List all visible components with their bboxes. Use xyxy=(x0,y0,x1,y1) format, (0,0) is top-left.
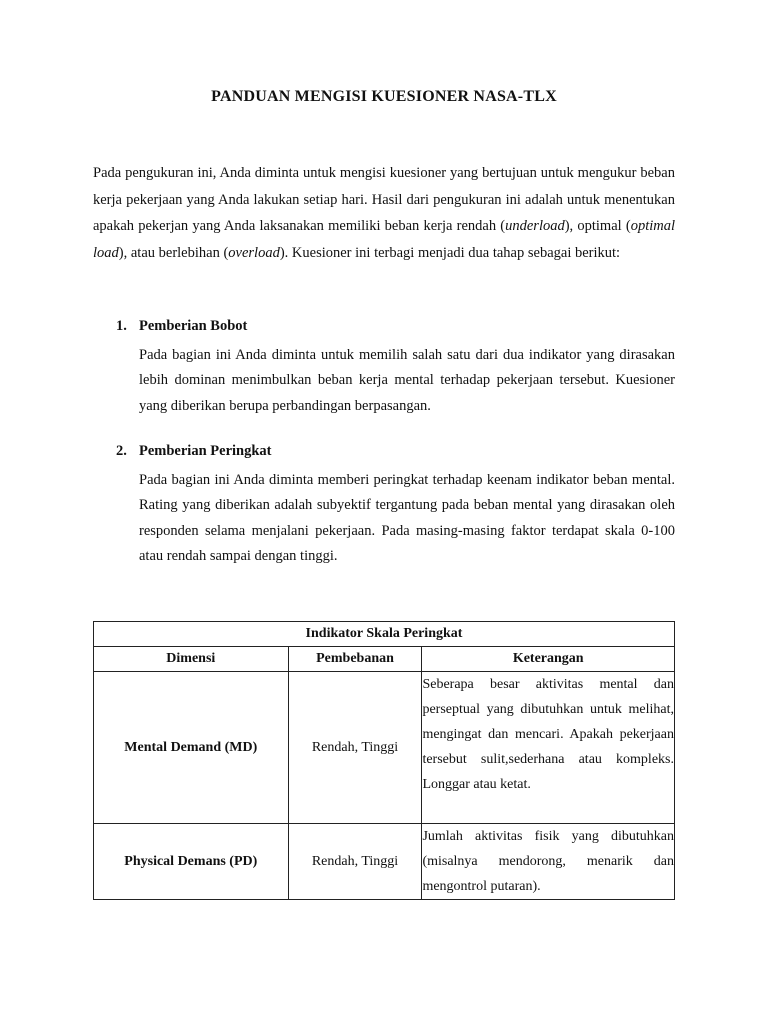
column-header-pembebanan: Pembebanan xyxy=(288,647,422,672)
dimension-cell: Mental Demand (MD) xyxy=(94,672,289,824)
section-heading: Pemberian Bobot xyxy=(139,318,248,334)
section-heading: Pemberian Peringkat xyxy=(139,443,272,459)
column-header-dimensi: Dimensi xyxy=(94,647,289,672)
intro-text-1: Pada pengukuran ini, Anda diminta untuk mengisi kuesioner yang bertujuan untuk mengukur beban kerja pekerjaan yang Anda lakukan setiap hari. Hasil dari pengukuran ini adalah untuk menentukan apakah pekerjan yang Anda laksanakan memiliki beban kerja rendah ( xyxy=(93,165,675,234)
intro-term-overload: overload xyxy=(228,244,280,261)
description-cell: Seberapa besar aktivitas mental dan perseptual yang dibutuhkan untuk melihat, mengingat dan mencari. Apakah pekerjaan tersebut sulit,sederhana atau kompleks. Longgar atau ketat. xyxy=(422,672,675,824)
intro-text-2: ), optimal ( xyxy=(564,218,631,234)
section-body: Pada bagian ini Anda diminta memberi peringkat terhadap keenam indikator beban mental. Rating yang diberikan adalah subyektif tergantung pada beban mental yang dirasakan oleh responden selama menjalani pekerjaan. Pada masing-masing faktor terdapat skala 0-100 atau rendah sampai dengan tinggi. xyxy=(139,472,675,564)
column-header-keterangan: Keterangan xyxy=(422,647,675,672)
table-caption: Indikator Skala Peringkat xyxy=(94,622,675,647)
intro-text-3: ), atau berlebihan ( xyxy=(118,244,229,261)
table-row xyxy=(94,824,675,900)
section-number: 1. xyxy=(116,318,127,334)
description-cell: Jumlah aktivitas fisik yang dibutuhkan (misalnya mendorong, menarik dan mengontrol putaran). xyxy=(422,824,675,900)
intro-term-optimal-load: optimal load xyxy=(93,218,675,261)
table-row xyxy=(94,672,675,824)
rating-scale-table xyxy=(93,621,675,900)
intro-paragraph xyxy=(93,160,675,266)
dimension-cell: Physical Demans (PD) xyxy=(94,824,289,900)
document-title: PANDUAN MENGISI KUESIONER NASA-TLX xyxy=(211,88,557,105)
load-cell: Rendah, Tinggi xyxy=(288,672,422,824)
intro-text-4: ). Kuesioner ini terbagi menjadi dua tahap sebagai berikut: xyxy=(279,244,621,261)
section-body: Pada bagian ini Anda diminta untuk memilih salah satu dari dua indikator yang dirasakan lebih dominan menimbulkan beban kerja mental terhadap pekerjaan tersebut. Kuesioner yang diberikan berupa perbandingan berpasangan. xyxy=(139,347,675,414)
section-number: 2. xyxy=(116,443,127,459)
table-header-row xyxy=(94,647,675,672)
table-caption-row xyxy=(94,622,675,647)
load-cell: Rendah, Tinggi xyxy=(288,824,422,900)
intro-term-underload: underload xyxy=(505,218,565,234)
